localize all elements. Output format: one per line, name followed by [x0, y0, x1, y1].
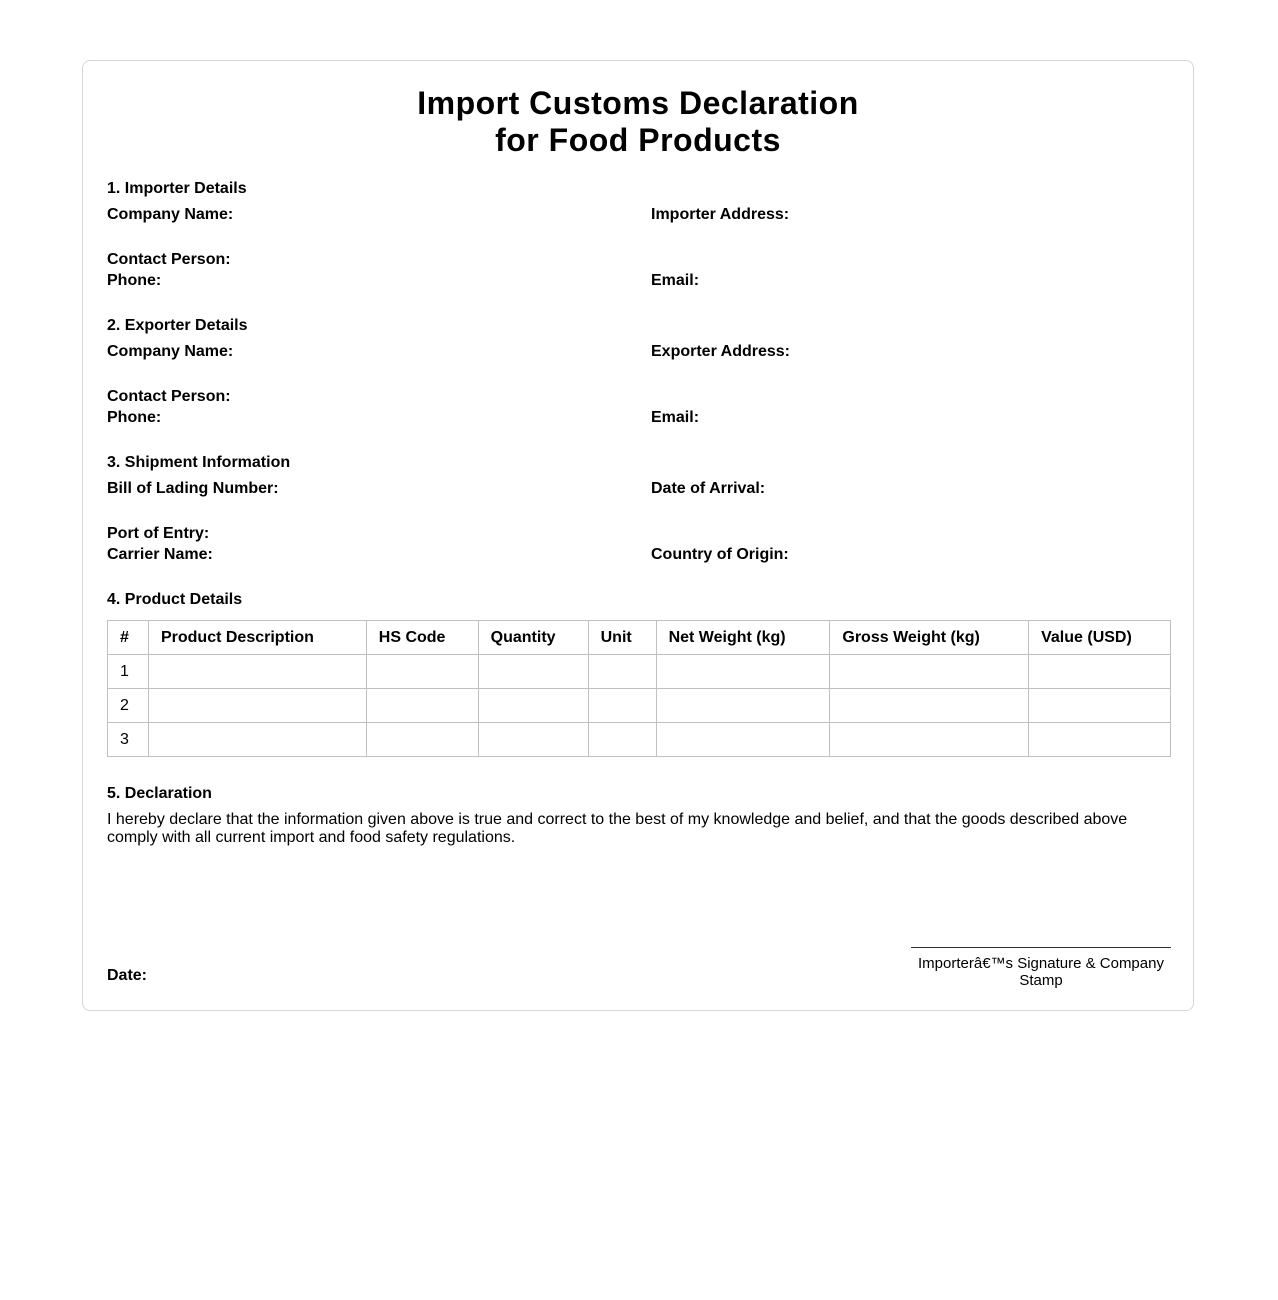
unit-cell[interactable]: [588, 689, 656, 723]
date-label: Date:: [107, 967, 148, 984]
column-header-product-description: Product Description: [148, 621, 366, 655]
product-description-cell[interactable]: [148, 723, 366, 757]
table-header-row: [108, 621, 1171, 655]
table-row: [108, 689, 1171, 723]
declaration-form: [82, 60, 1194, 1011]
hs-code-cell[interactable]: [366, 723, 478, 757]
importer-email-label: Email:: [651, 272, 700, 289]
column-header-number: #: [108, 621, 149, 655]
column-header-unit: Unit: [588, 621, 656, 655]
table-row: [108, 655, 1171, 689]
importer-company-name-label: Company Name:: [107, 206, 234, 223]
title-line-2: for Food Products: [495, 122, 781, 158]
exporter-contact-person-label: Contact Person:: [107, 388, 231, 405]
exporter-phone-label: Phone:: [107, 409, 162, 426]
column-header-hs-code: HS Code: [366, 621, 478, 655]
gross-weight-cell[interactable]: [830, 723, 1029, 757]
row-number: 2: [108, 689, 149, 723]
date-of-arrival-label: Date of Arrival:: [651, 480, 766, 497]
net-weight-cell[interactable]: [656, 689, 830, 723]
value-cell[interactable]: [1029, 723, 1171, 757]
exporter-email-label: Email:: [651, 409, 700, 426]
table-row: [108, 723, 1171, 757]
gross-weight-cell[interactable]: [830, 689, 1029, 723]
port-of-entry-label: Port of Entry:: [107, 525, 210, 542]
row-number: 3: [108, 723, 149, 757]
value-cell[interactable]: [1029, 689, 1171, 723]
importer-phone-label: Phone:: [107, 272, 162, 289]
section-heading-declaration: 5. Declaration: [107, 785, 212, 802]
declaration-text: I hereby declare that the information given above is true and correct to the best of my knowledge and belief, and that the goods described above comply with all current import and food safety regulations.: [107, 811, 1128, 846]
exporter-address-label: Exporter Address:: [651, 343, 790, 360]
exporter-company-name-label: Company Name:: [107, 343, 234, 360]
net-weight-cell[interactable]: [656, 723, 830, 757]
section-heading-products: 4. Product Details: [107, 591, 243, 608]
page-title: [83, 85, 1193, 159]
row-number: 1: [108, 655, 149, 689]
gross-weight-cell[interactable]: [830, 655, 1029, 689]
section-heading-shipment: 3. Shipment Information: [107, 454, 291, 471]
signature-line: [911, 947, 1171, 948]
unit-cell[interactable]: [588, 723, 656, 757]
value-cell[interactable]: [1029, 655, 1171, 689]
quantity-cell[interactable]: [478, 723, 588, 757]
quantity-cell[interactable]: [478, 689, 588, 723]
hs-code-cell[interactable]: [366, 689, 478, 723]
unit-cell[interactable]: [588, 655, 656, 689]
product-description-cell[interactable]: [148, 689, 366, 723]
importer-address-label: Importer Address:: [651, 206, 790, 223]
carrier-name-label: Carrier Name:: [107, 546, 213, 563]
section-heading-importer: 1. Importer Details: [107, 180, 247, 197]
hs-code-cell[interactable]: [366, 655, 478, 689]
product-table: [107, 620, 1171, 757]
signature-label: Importerâ€™s Signature & Company Stamp: [918, 955, 1164, 989]
column-header-gross-weight: Gross Weight (kg): [830, 621, 1029, 655]
column-header-net-weight: Net Weight (kg): [656, 621, 830, 655]
quantity-cell[interactable]: [478, 655, 588, 689]
column-header-value: Value (USD): [1029, 621, 1171, 655]
country-of-origin-label: Country of Origin:: [651, 546, 789, 563]
section-heading-exporter: 2. Exporter Details: [107, 317, 248, 334]
net-weight-cell[interactable]: [656, 655, 830, 689]
bill-of-lading-label: Bill of Lading Number:: [107, 480, 279, 497]
importer-contact-person-label: Contact Person:: [107, 251, 231, 268]
column-header-quantity: Quantity: [478, 621, 588, 655]
title-line-1: Import Customs Declaration: [417, 85, 859, 121]
product-description-cell[interactable]: [148, 655, 366, 689]
